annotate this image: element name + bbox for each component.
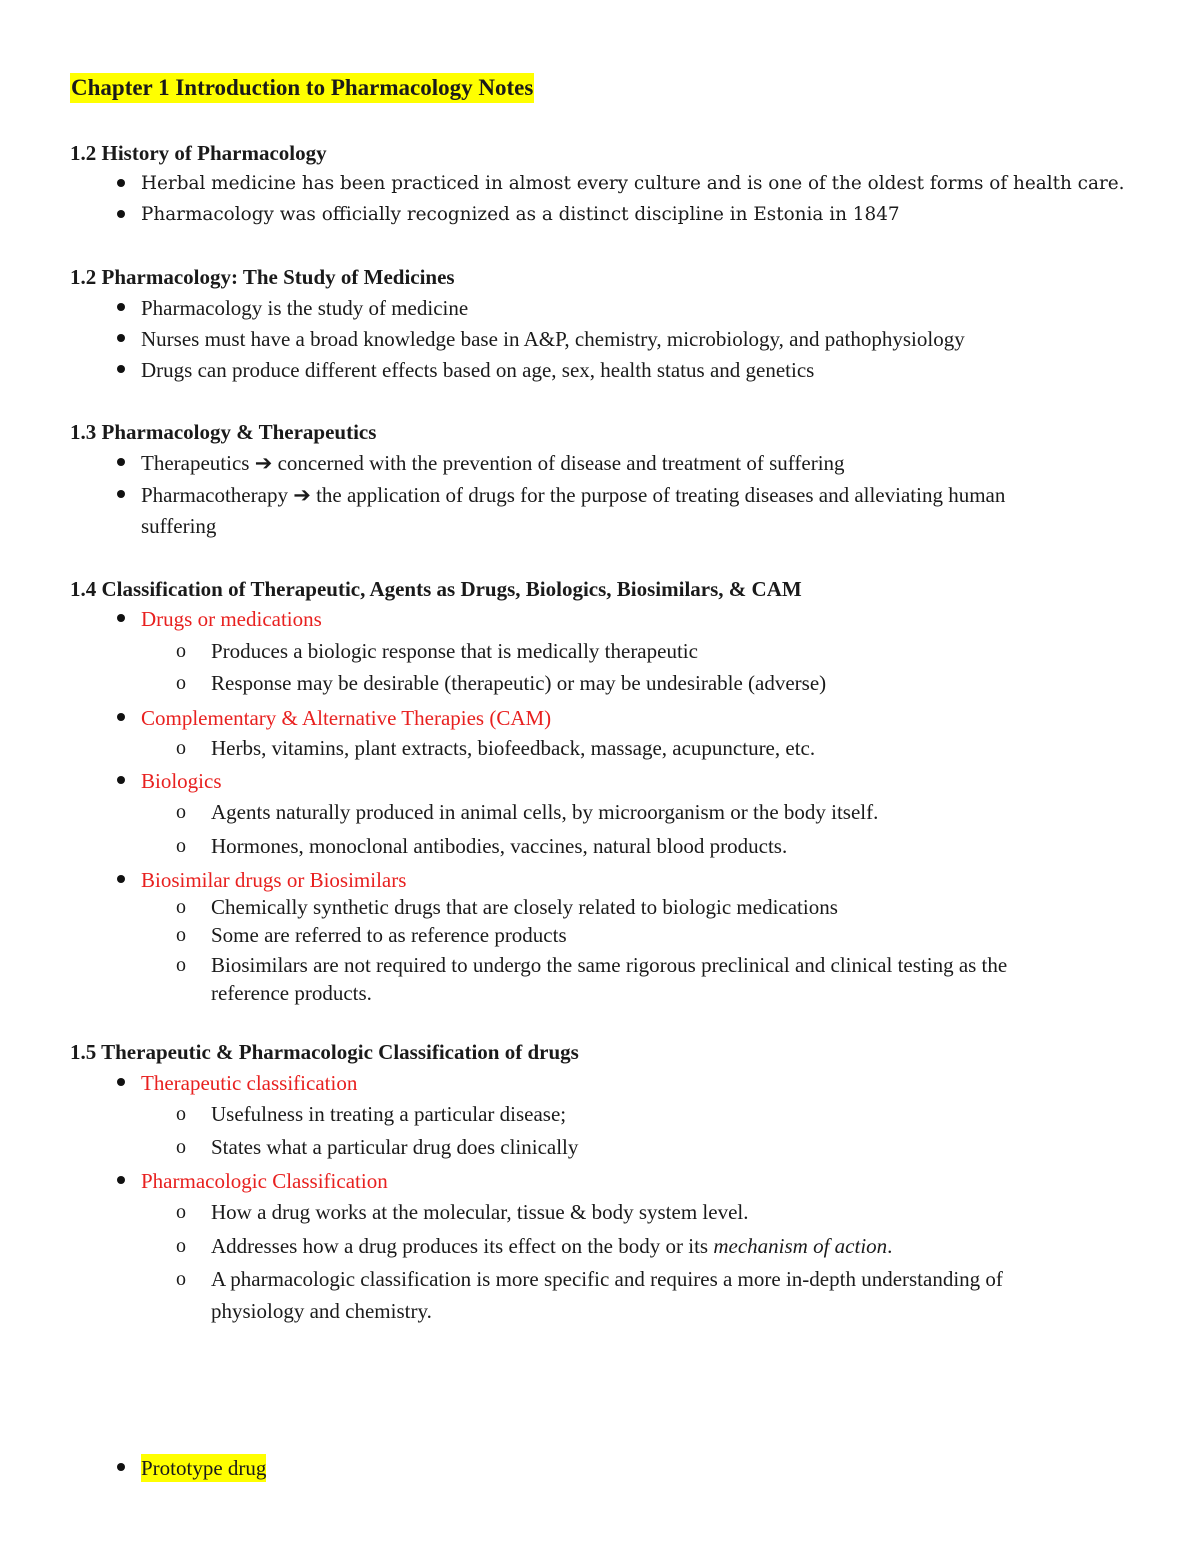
sub-bullet-icon: o — [176, 672, 186, 694]
sub-bullet-text — [211, 1232, 892, 1260]
bullet-icon — [117, 614, 125, 622]
section-heading: 1.2 History of Pharmacology — [70, 141, 327, 165]
sub-bullet-text: Agents naturally produced in animal cells, by microorganism or the body itself. — [211, 800, 879, 824]
bullet-text: Pharmacology was officially recognized as a distinct discipline in Estonia in 1847 — [141, 204, 900, 225]
section-heading: 1.4 Classification of Therapeutic, Agents as Drugs, Biologics, Biosimilars, & CAM — [70, 577, 802, 601]
sub-bullet-text: How a drug works at the molecular, tissue & body system level. — [211, 1200, 749, 1224]
sub-bullet-icon: o — [176, 924, 186, 946]
sub-bullet-text: A pharmacologic classification is more specific and requires a more in-depth understanding of — [211, 1267, 1003, 1291]
document-title: Chapter 1 Introduction to Pharmacology Notes — [70, 73, 534, 103]
sub-bullet-text: Herbs, vitamins, plant extracts, biofeedback, massage, acupuncture, etc. — [211, 736, 816, 760]
bullet-icon — [117, 210, 125, 218]
bullet-text: Herbal medicine has been practiced in almost every culture and is one of the oldest forms of health care. — [141, 173, 1125, 194]
term: Pharmacotherapy — [141, 483, 288, 507]
sub-bullet-icon: o — [176, 896, 186, 918]
sub-bullet-icon: o — [176, 1103, 186, 1125]
italic-term: mechanism of action — [713, 1234, 888, 1258]
term: Therapeutics — [141, 451, 250, 475]
category-label: Complementary & Alternative Therapies (CAM) — [141, 706, 552, 730]
arrow-icon: ➔ — [293, 483, 311, 507]
section-heading: 1.5 Therapeutic & Pharmacologic Classification of drugs — [70, 1040, 579, 1064]
bullet-icon — [117, 490, 125, 498]
bullet-icon — [117, 776, 125, 784]
sub-bullet-text: Usefulness in treating a particular disease; — [211, 1102, 567, 1126]
bullet-text-continuation: suffering — [141, 514, 217, 538]
sub-bullet-icon: o — [176, 801, 186, 823]
sub-bullet-text: Hormones, monoclonal antibodies, vaccines, natural blood products. — [211, 834, 788, 858]
bullet-icon — [117, 365, 125, 373]
bullet-icon — [117, 458, 125, 466]
category-label: Pharmacologic Classification — [141, 1169, 388, 1193]
bullet-icon — [117, 179, 125, 187]
sub-bullet-text-part: Addresses how a drug produces its effect on the body or its — [211, 1234, 709, 1258]
sub-bullet-text-continuation: physiology and chemistry. — [211, 1299, 432, 1323]
sub-bullet-text: Chemically synthetic drugs that are closely related to biologic medications — [211, 895, 838, 919]
sub-bullet-text: Biosimilars are not required to undergo the same rigorous preclinical and clinical testing as the — [211, 953, 1008, 977]
bullet-icon — [117, 303, 125, 311]
bullet-icon — [117, 713, 125, 721]
section-heading: 1.2 Pharmacology: The Study of Medicines — [70, 265, 455, 289]
sub-bullet-text-continuation: reference products. — [211, 981, 372, 1005]
bullet-icon — [117, 875, 125, 883]
category-label: Therapeutic classification — [141, 1071, 358, 1095]
sub-bullet-icon: o — [176, 640, 186, 662]
bullet-icon — [117, 1463, 125, 1471]
sub-bullet-text: States what a particular drug does clinically — [211, 1135, 579, 1159]
sub-bullet-icon: o — [176, 954, 186, 976]
sub-bullet-icon: o — [176, 1235, 186, 1257]
sub-bullet-text: Some are referred to as reference products — [211, 923, 567, 947]
sub-bullet-icon: o — [176, 1268, 186, 1290]
highlighted-bullet-text: Prototype drug — [141, 1456, 267, 1480]
punctuation: . — [887, 1234, 893, 1258]
bullet-text: Drugs can produce different effects based on age, sex, health status and genetics — [141, 358, 815, 382]
sub-bullet-text: Produces a biologic response that is medically therapeutic — [211, 639, 698, 663]
bullet-icon — [117, 1176, 125, 1184]
section-heading: 1.3 Pharmacology & Therapeutics — [70, 420, 377, 444]
sub-bullet-icon: o — [176, 1136, 186, 1158]
sub-bullet-text: Response may be desirable (therapeutic) or may be undesirable (adverse) — [211, 671, 827, 695]
category-label: Biosimilar drugs or Biosimilars — [141, 868, 407, 892]
arrow-icon: ➔ — [254, 451, 273, 475]
bullet-icon — [117, 1078, 125, 1086]
bullet-text — [141, 481, 1005, 509]
bullet-text: Pharmacology is the study of medicine — [141, 296, 469, 320]
definition: concerned with the prevention of disease and treatment of suffering — [277, 451, 845, 475]
bullet-text: Nurses must have a broad knowledge base in A&P, chemistry, microbiology, and pathophysiology — [141, 327, 965, 351]
bullet-icon — [117, 334, 125, 342]
bullet-text — [141, 449, 845, 477]
definition: the application of drugs for the purpose of treating diseases and alleviating human — [316, 483, 1006, 507]
sub-bullet-icon: o — [176, 737, 186, 759]
category-label: Biologics — [141, 769, 222, 793]
category-label: Drugs or medications — [141, 607, 322, 631]
sub-bullet-icon: o — [176, 835, 186, 857]
sub-bullet-icon: o — [176, 1201, 186, 1223]
